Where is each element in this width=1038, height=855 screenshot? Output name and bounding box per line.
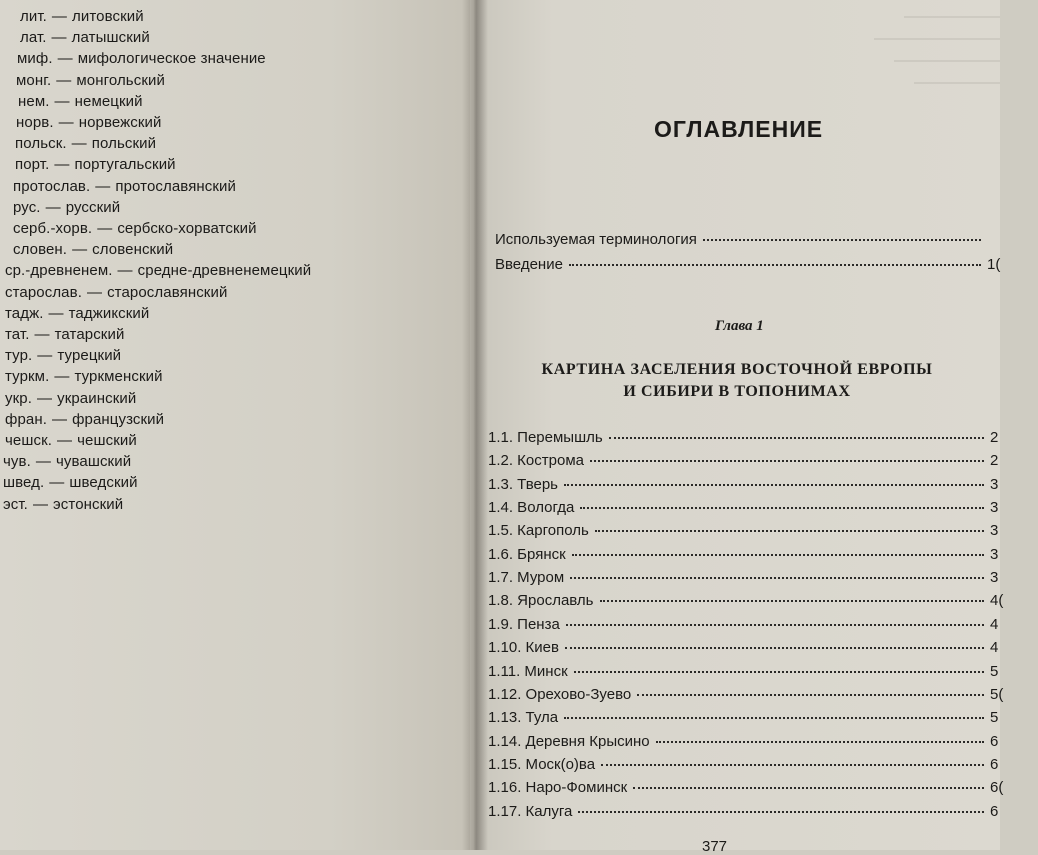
toc-entry-title: 1.15. Моск(о)ва [488, 755, 596, 773]
toc-entry-page: 2 [990, 429, 999, 446]
abbreviation: укр. [5, 389, 32, 407]
toc-entry-title: 1.13. Тула [488, 709, 559, 727]
abbreviation: старослав. [5, 283, 82, 301]
abbreviation: чешск. [5, 432, 53, 449]
abbreviation: монг. [16, 71, 52, 89]
toc-entry-title: 1.2. Кострома [488, 452, 584, 470]
dash: — [45, 198, 61, 216]
dash: — [58, 114, 74, 131]
abbreviation-meaning: французский [72, 410, 165, 428]
abbreviation: лат. [20, 29, 47, 47]
abbreviation-item [5, 432, 137, 449]
dash: — [36, 389, 53, 407]
toc-entry-title: 1.3. Тверь [488, 475, 558, 493]
dot-leader [574, 670, 984, 673]
abbreviation: нем. [18, 92, 50, 110]
toc-entry-page: 6 [990, 732, 999, 750]
abbreviation-item [3, 474, 138, 491]
abbreviation: тур. [5, 347, 33, 365]
abbreviation: рус. [13, 198, 41, 216]
dash: — [34, 326, 50, 343]
toc-entry-page: 5 [990, 709, 999, 727]
toc-entry-page: 4 [990, 639, 999, 657]
toc-entry [488, 779, 1038, 799]
dash: — [32, 495, 49, 513]
dash: — [117, 262, 133, 280]
toc-entry-title: 1.9. Пенза [488, 615, 560, 633]
chapter-title-line-2: И СИБИРИ В ТОПОНИМАХ [623, 383, 851, 400]
dash: — [56, 71, 72, 89]
dot-leader [633, 786, 984, 789]
abbreviation: порт. [15, 156, 50, 174]
abbreviation: ср.-древненем. [5, 262, 113, 280]
dash: — [95, 177, 111, 195]
abbreviation-item [13, 199, 120, 216]
dot-leader [637, 693, 984, 696]
toc-entry-page: 1( [987, 256, 1001, 273]
dash: — [48, 304, 64, 322]
toc-entry-page: 5( [990, 685, 1004, 703]
abbreviation-meaning: шведский [69, 474, 138, 492]
toc-row-terminology [495, 231, 1035, 251]
toc-entry [488, 709, 1038, 729]
toc-entry-page: 3 [990, 545, 999, 563]
dot-leader [572, 553, 984, 556]
abbreviation-item [16, 72, 165, 89]
abbreviation: протослав. [13, 177, 91, 195]
abbreviation-item [18, 93, 143, 110]
dash: — [54, 156, 70, 174]
toc-row-introduction [495, 256, 1035, 276]
toc-entry-page: 6 [990, 755, 999, 773]
dash: — [51, 29, 67, 47]
dot-leader [600, 599, 985, 602]
abbreviation-item [13, 178, 236, 195]
abbreviation-meaning: чувашский [55, 453, 132, 471]
abbreviation-meaning: мифологическое значение [77, 50, 266, 68]
toc-entry-title: 1.17. Калуга [488, 802, 573, 820]
table-of-contents-title: ОГЛАВЛЕНИЕ [654, 116, 824, 142]
toc-entry-page: 3 [990, 522, 999, 540]
toc-entry [488, 639, 1038, 659]
abbreviation-meaning: украинский [57, 389, 137, 407]
abbreviation-item [5, 347, 121, 364]
dash: — [54, 92, 70, 110]
abbreviation: миф. [17, 50, 53, 68]
toc-entry-page: 6 [990, 802, 999, 820]
abbreviation-meaning: немецкий [74, 92, 143, 110]
toc-entry-page: 2 [990, 452, 999, 470]
toc-entry [488, 592, 1038, 612]
dot-leader [578, 810, 984, 813]
dash: — [49, 474, 65, 492]
toc-entry-title: 1.7. Муром [488, 569, 565, 587]
dot-leader [580, 506, 984, 509]
abbreviation-meaning: сербско-хорватский [117, 220, 257, 237]
dot-leader [565, 646, 984, 649]
toc-entry [488, 452, 1038, 472]
toc-entry-title: 1.8. Ярославль [488, 592, 594, 610]
toc-entry [488, 756, 1038, 776]
dot-leader [601, 763, 984, 766]
abbreviation-meaning: польский [91, 135, 157, 153]
dot-leader [590, 459, 984, 462]
abbreviation: тат. [5, 326, 30, 343]
dot-leader [609, 436, 984, 439]
abbreviation: туркм. [5, 368, 50, 386]
dash: — [72, 241, 88, 259]
abbreviation-meaning: русский [65, 198, 121, 216]
dash: — [71, 135, 87, 153]
toc-entry-title: 1.1. Перемышль [488, 429, 603, 446]
toc-entry-title: 1.14. Деревня Крысино [488, 732, 650, 750]
toc-entry-title: 1.11. Минск [488, 662, 568, 680]
abbreviation-item [13, 241, 173, 258]
abbreviation-item [5, 390, 136, 407]
abbreviation-item [15, 135, 156, 152]
dash: — [97, 220, 113, 237]
toc-entry [488, 686, 1038, 706]
abbreviation: швед. [3, 474, 45, 492]
abbreviation: норв. [16, 114, 54, 131]
toc-entry [488, 733, 1038, 753]
abbreviation-item [13, 220, 257, 237]
toc-entry [488, 546, 1038, 566]
dot-leader [656, 740, 984, 743]
toc-entry-page: 3 [990, 569, 999, 587]
abbreviation-item [5, 305, 149, 322]
dot-leader [569, 263, 981, 266]
abbreviation: лит. [20, 8, 47, 25]
abbreviation: тадж. [5, 304, 44, 322]
toc-entry-title: 1.4. Вологда [488, 499, 575, 517]
dot-leader [703, 238, 981, 241]
abbreviation: словен. [13, 241, 68, 259]
abbreviation-item [5, 284, 227, 301]
abbreviation: серб.-хорв. [13, 220, 93, 237]
abbreviation-item [5, 326, 124, 343]
dash: — [57, 50, 73, 68]
dot-leader [564, 483, 984, 486]
dash: — [35, 453, 51, 471]
dash: — [54, 368, 70, 386]
toc-entry-title: Используемая терминология [495, 231, 697, 248]
toc-entry-title: Введение [495, 256, 563, 273]
dot-leader [595, 529, 984, 532]
toc-entry-title: 1.12. Орехово-Зуево [488, 685, 632, 703]
abbreviation-item [5, 411, 164, 428]
chapter-label: Глава 1 [715, 318, 764, 334]
abbreviation-meaning: татарский [54, 326, 125, 343]
page-number: 377 [702, 838, 728, 855]
abbreviation-meaning: латышский [71, 29, 150, 47]
abbreviation-meaning: эстонский [53, 495, 124, 513]
abbreviation-item [3, 453, 131, 470]
toc-entry-page: 5 [990, 662, 999, 680]
abbreviation-meaning: таджикский [68, 304, 150, 322]
abbreviation-item [17, 50, 266, 67]
dash: — [51, 8, 68, 25]
abbreviation-item [20, 29, 150, 46]
book-gutter [462, 0, 488, 850]
abbreviation-item [16, 114, 162, 131]
abbreviation-meaning: монгольский [76, 71, 165, 89]
abbreviation-item [3, 496, 123, 513]
toc-entry-title: 1.6. Брянск [488, 545, 566, 563]
abbreviation: чув. [3, 453, 31, 471]
dot-leader [566, 623, 984, 626]
abbreviation-meaning: чешский [77, 432, 137, 449]
abbreviation: эст. [3, 495, 28, 513]
toc-entry [488, 569, 1038, 589]
toc-entry-title: 1.10. Киев [488, 639, 559, 657]
toc-entry [488, 499, 1038, 519]
toc-entry [488, 476, 1038, 496]
dot-leader [570, 576, 984, 579]
dot-leader [564, 716, 984, 719]
toc-entry-page: 6( [990, 779, 1004, 797]
abbreviation: польск. [15, 135, 67, 153]
toc-entry [488, 616, 1038, 636]
abbreviation-meaning: протославянский [115, 177, 237, 195]
abbreviation-meaning: средне-древненемецкий [137, 262, 312, 280]
dash: — [37, 347, 53, 365]
abbreviation-meaning: туркменский [74, 368, 163, 386]
toc-entry-page: 3 [990, 499, 999, 517]
dash: — [86, 283, 103, 301]
abbreviation-item [5, 368, 163, 385]
abbreviation-meaning: литовский [72, 8, 144, 25]
abbreviation-meaning: португальский [74, 156, 176, 174]
toc-entry-page: 4 [990, 615, 999, 633]
abbreviation: фран. [5, 410, 47, 428]
abbreviation-meaning: словенский [92, 241, 174, 259]
abbreviation-item [15, 156, 176, 173]
abbreviation-meaning: норвежский [78, 114, 162, 131]
toc-entry [488, 663, 1038, 683]
left-page [0, 0, 470, 850]
abbreviation-item [20, 8, 144, 25]
abbreviation-meaning: турецкий [57, 347, 122, 365]
toc-entry-title: 1.5. Каргополь [488, 522, 589, 540]
chapter-title-line-1: КАРТИНА ЗАСЕЛЕНИЯ ВОСТОЧНОЙ ЕВРОПЫ [541, 361, 933, 378]
toc-entry [488, 429, 1038, 449]
dash: — [57, 432, 73, 449]
toc-entry-title: 1.16. Наро-Фоминск [488, 779, 628, 797]
dash: — [51, 410, 68, 428]
right-page [474, 0, 1004, 855]
abbreviation-item [5, 262, 311, 279]
toc-entry-page: 4( [990, 592, 1004, 610]
toc-entry-page: 3 [990, 475, 999, 493]
toc-entry [488, 803, 1038, 823]
toc-entry [488, 522, 1038, 542]
abbreviation-meaning: старославянский [107, 283, 228, 301]
